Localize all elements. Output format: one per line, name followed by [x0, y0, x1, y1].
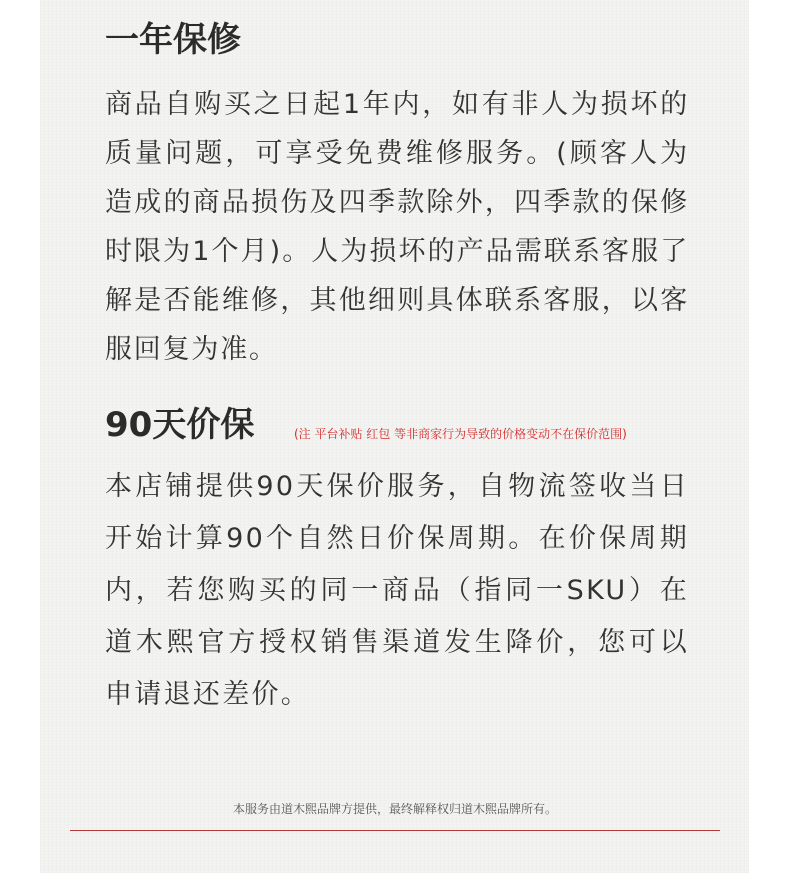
footer-statement: 本服务由道木熙品牌方提供，最终解释权归道木熙品牌所有。 — [232, 802, 557, 816]
price-protection-title: 90天价保 — [105, 405, 255, 445]
footer-divider — [70, 830, 720, 831]
price-protection-body: 本店铺提供90天保价服务，自物流签收当日开始计算90个自然日价保周期。在价保周期内，若您购买的同一商品（指同一SKU）在道木熙官方授权销售渠道发生降价，您可以申请退还差价。 — [105, 471, 689, 710]
warranty-title: 一年保修 — [105, 20, 241, 60]
price-protection-note: (注 平台补贴 红包 等非商家行为导致的价格变动不在保价范围) — [294, 427, 627, 441]
warranty-body: 商品自购买之日起1年内，如有非人为损坏的质量问题，可享受免费维修服务。(顾客人为造成的商品损伤及四季款除外，四季款的保修时限为1个月)。人为损坏的产品需联系客服了解是否能维修，其他细则具体联系客服，以客服回复为准。 — [105, 89, 689, 365]
